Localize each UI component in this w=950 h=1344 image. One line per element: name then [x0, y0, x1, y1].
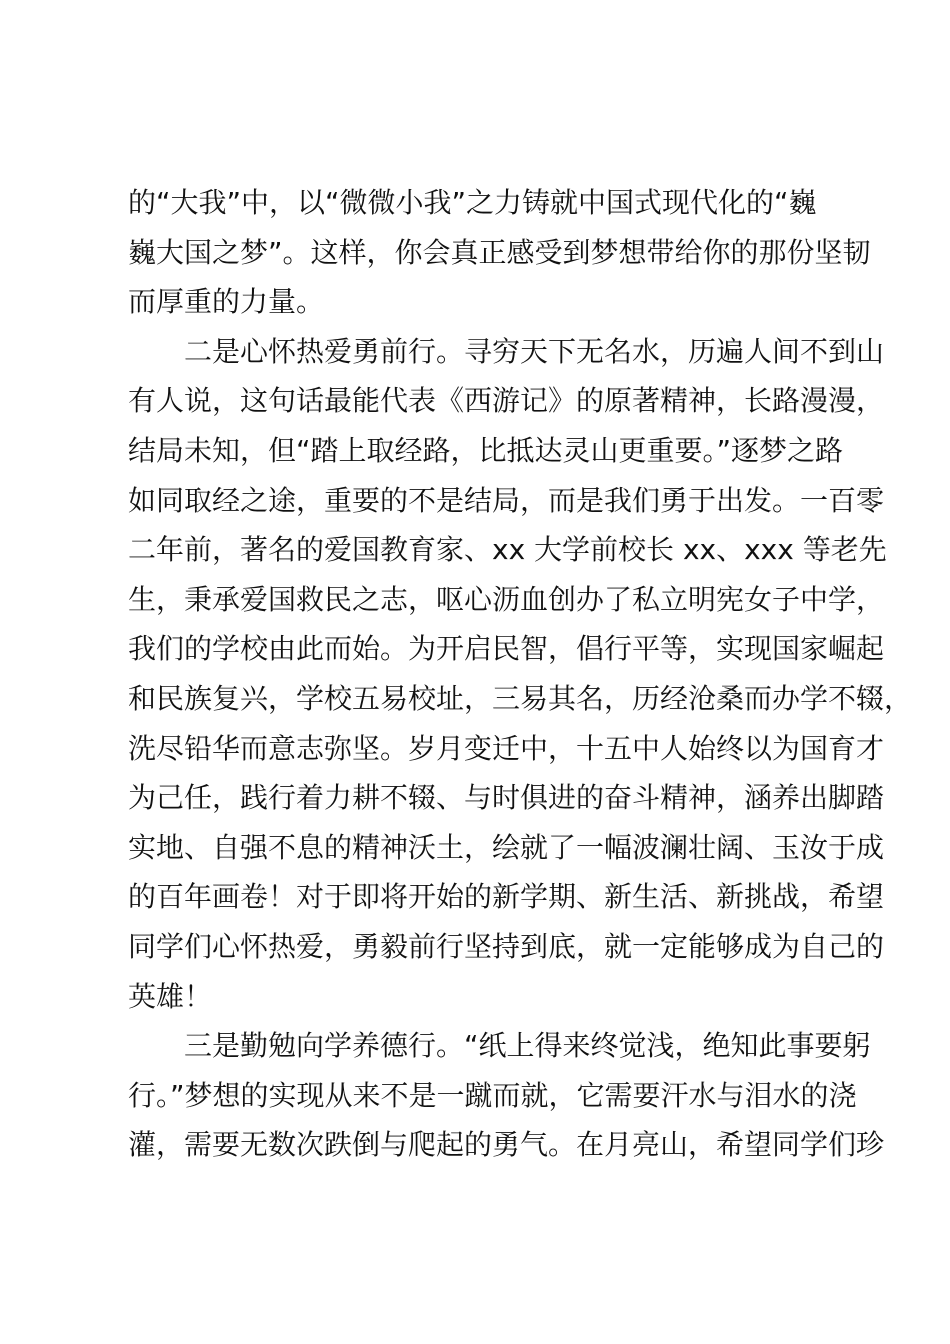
text-line: 为己任，践行着力耕不辍、与时俱进的奋斗精神，涵养出脚踏: [128, 781, 885, 815]
text-line: 巍大国之梦”。这样，你会真正感受到梦想带给你的那份坚韧: [128, 235, 871, 269]
text-line: 有人说，这句话最能代表《西游记》的原著精神，长路漫漫，: [128, 384, 885, 418]
text-line: 的百年画卷！对于即将开始的新学期、新生活、新挑战，希望: [128, 880, 885, 914]
text-line: 二是心怀热爱勇前行。寻穷天下无名水，历遍人间不到山: [128, 334, 885, 368]
body-text: [128, 178, 913, 1170]
text-line: 行。”梦想的实现从来不是一蹴而就，它需要汗水与泪水的浇: [128, 1078, 857, 1112]
text-line: 和民族复兴，学校五易校址，三易其名，历经沧桑而办学不辍，: [128, 681, 913, 715]
text-line: 生，秉承爱国救民之志，呕心沥血创办了私立明宪女子中学，: [128, 582, 885, 616]
text-line: 如同取经之途，重要的不是结局，而是我们勇于出发。一百零: [128, 483, 885, 517]
text-line: 同学们心怀热爱，勇毅前行坚持到底，就一定能够成为自己的: [128, 929, 885, 963]
text-line: 我们的学校由此而始。为开启民智，倡行平等，实现国家崛起: [128, 632, 885, 666]
text-line: 的“大我”中，以“微微小我”之力铸就中国式现代化的“巍: [128, 186, 817, 219]
text-line: 而厚重的力量。: [128, 285, 325, 319]
text-line: 洗尽铅华而意志弥坚。岁月变迁中，十五中人始终以为国育才: [128, 731, 885, 765]
text-line: 三是勤勉向学养德行。“纸上得来终觉浅，绝知此事要躬: [128, 1029, 871, 1063]
text-line: 灌，需要无数次跌倒与爬起的勇气。在月亮山，希望同学们珍: [128, 1128, 885, 1162]
text-line: 实地、自强不息的精神沃土，绘就了一幅波澜壮阔、玉汝于成: [128, 830, 885, 864]
text-line: 英雄！: [128, 979, 213, 1013]
text-line: 结局未知，但“踏上取经路，比抵达灵山更重要。”逐梦之路: [128, 433, 844, 467]
text-line: 二年前，著名的爱国教育家、xx 大学前校长 xx、xxx 等老先: [128, 533, 887, 567]
